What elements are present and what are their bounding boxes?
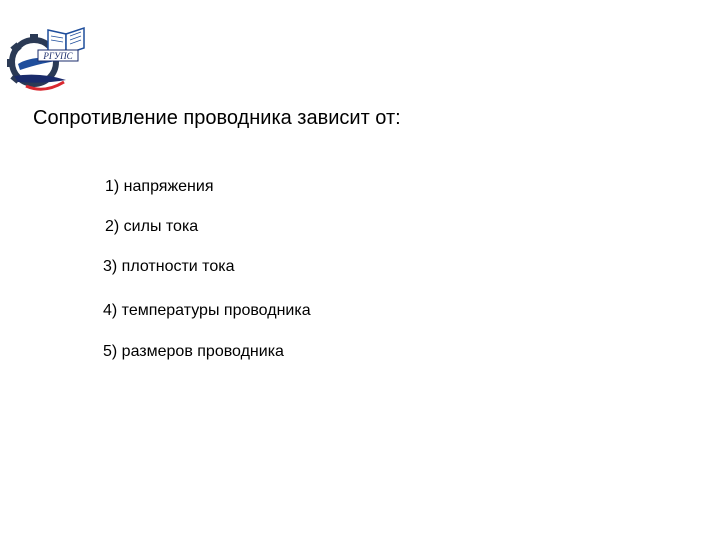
answer-option-2[interactable]: 2) силы тока bbox=[105, 218, 199, 235]
question-title: Сопротивление проводника зависит от: bbox=[33, 107, 401, 129]
university-logo-icon bbox=[4, 24, 86, 94]
logo-text: РГУПС bbox=[43, 51, 73, 61]
answer-option-1[interactable]: 1) напряжения bbox=[105, 178, 214, 195]
university-logo bbox=[4, 24, 86, 94]
answer-option-5[interactable]: 5) размеров проводника bbox=[103, 343, 284, 360]
answer-option-3[interactable]: 3) плотности тока bbox=[103, 258, 235, 275]
answer-option-4[interactable]: 4) температуры проводника bbox=[103, 302, 311, 319]
